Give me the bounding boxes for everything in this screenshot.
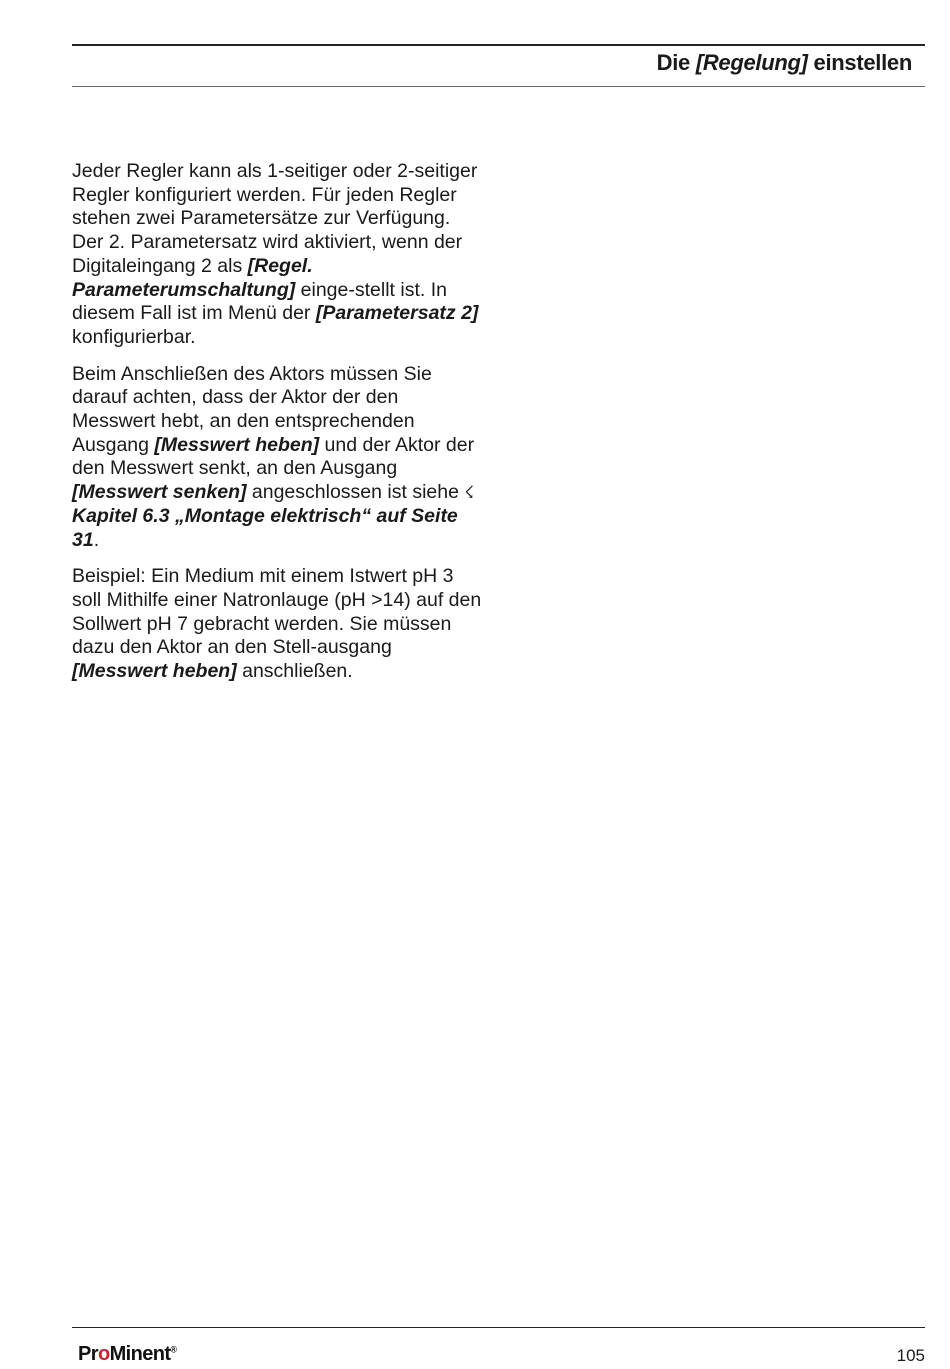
paragraph-controller-config: Jeder Regler kann als 1-seitiger oder 2-seitiger Regler konfiguriert werden. Für jeden Regler stehen zwei Parametersätze zur Verfügung. Der 2. Parametersatz wird aktiviert, wenn der Digitaleingang 2 als [Regel. Parameterumschaltung] einge-stellt ist. In diesem Fall ist im Menü der [Parametersatz 2] konfigurierbar. <box>72 160 479 348</box>
prominent-logo: ProMinent® <box>78 1343 178 1365</box>
section-title-suffix: einstellen <box>807 50 912 75</box>
output-ref-raise: [Messwert heben] <box>154 433 320 456</box>
footer-rule <box>72 1327 925 1328</box>
paragraph-example: Beispiel: Ein Medium mit einem Istwert pH 3 soll Mithilfe einer Natronlauge (pH >14) auf den Sollwert pH 7 gebracht werden. Sie müssen dazu den Aktor an den Stell-ausgang [Messwert heben] anschließen. <box>72 565 482 683</box>
body-text <box>72 160 487 697</box>
section-title <box>657 50 912 76</box>
menu-ref-parameter-switch: [Regel. Parameterumschaltung] <box>72 254 313 301</box>
header-rule-top <box>72 44 925 46</box>
page-number: 105 <box>896 1346 925 1365</box>
section-title-ref: [Regelung] <box>695 50 808 75</box>
pointing-hand-icon: ☇ <box>464 483 475 503</box>
menu-ref-parameter-set-2: [Parametersatz 2] <box>315 302 479 325</box>
header-rule-bottom <box>72 86 925 87</box>
chapter-cross-reference-text: Kapitel 6.3 „Montage elektrisch“ auf Seite 31 <box>72 504 458 551</box>
paragraph-actuator-connection: Beim Anschließen des Aktors müssen Sie darauf achten, dass der Aktor der den Messwert hebt, an den entsprechenden Ausgang [Messwert heben] und der Aktor der den Messwert senkt, an den Ausgang [Messwert senken] angeschlossen ist siehe ☇ Kapitel 6.3 „Montage elektrisch“ auf Seite 31. <box>72 362 475 551</box>
section-title-prefix: Die <box>656 50 696 75</box>
output-ref-lower: [Messwert senken] <box>72 481 247 504</box>
output-ref-raise-example: [Messwert heben] <box>72 660 237 683</box>
